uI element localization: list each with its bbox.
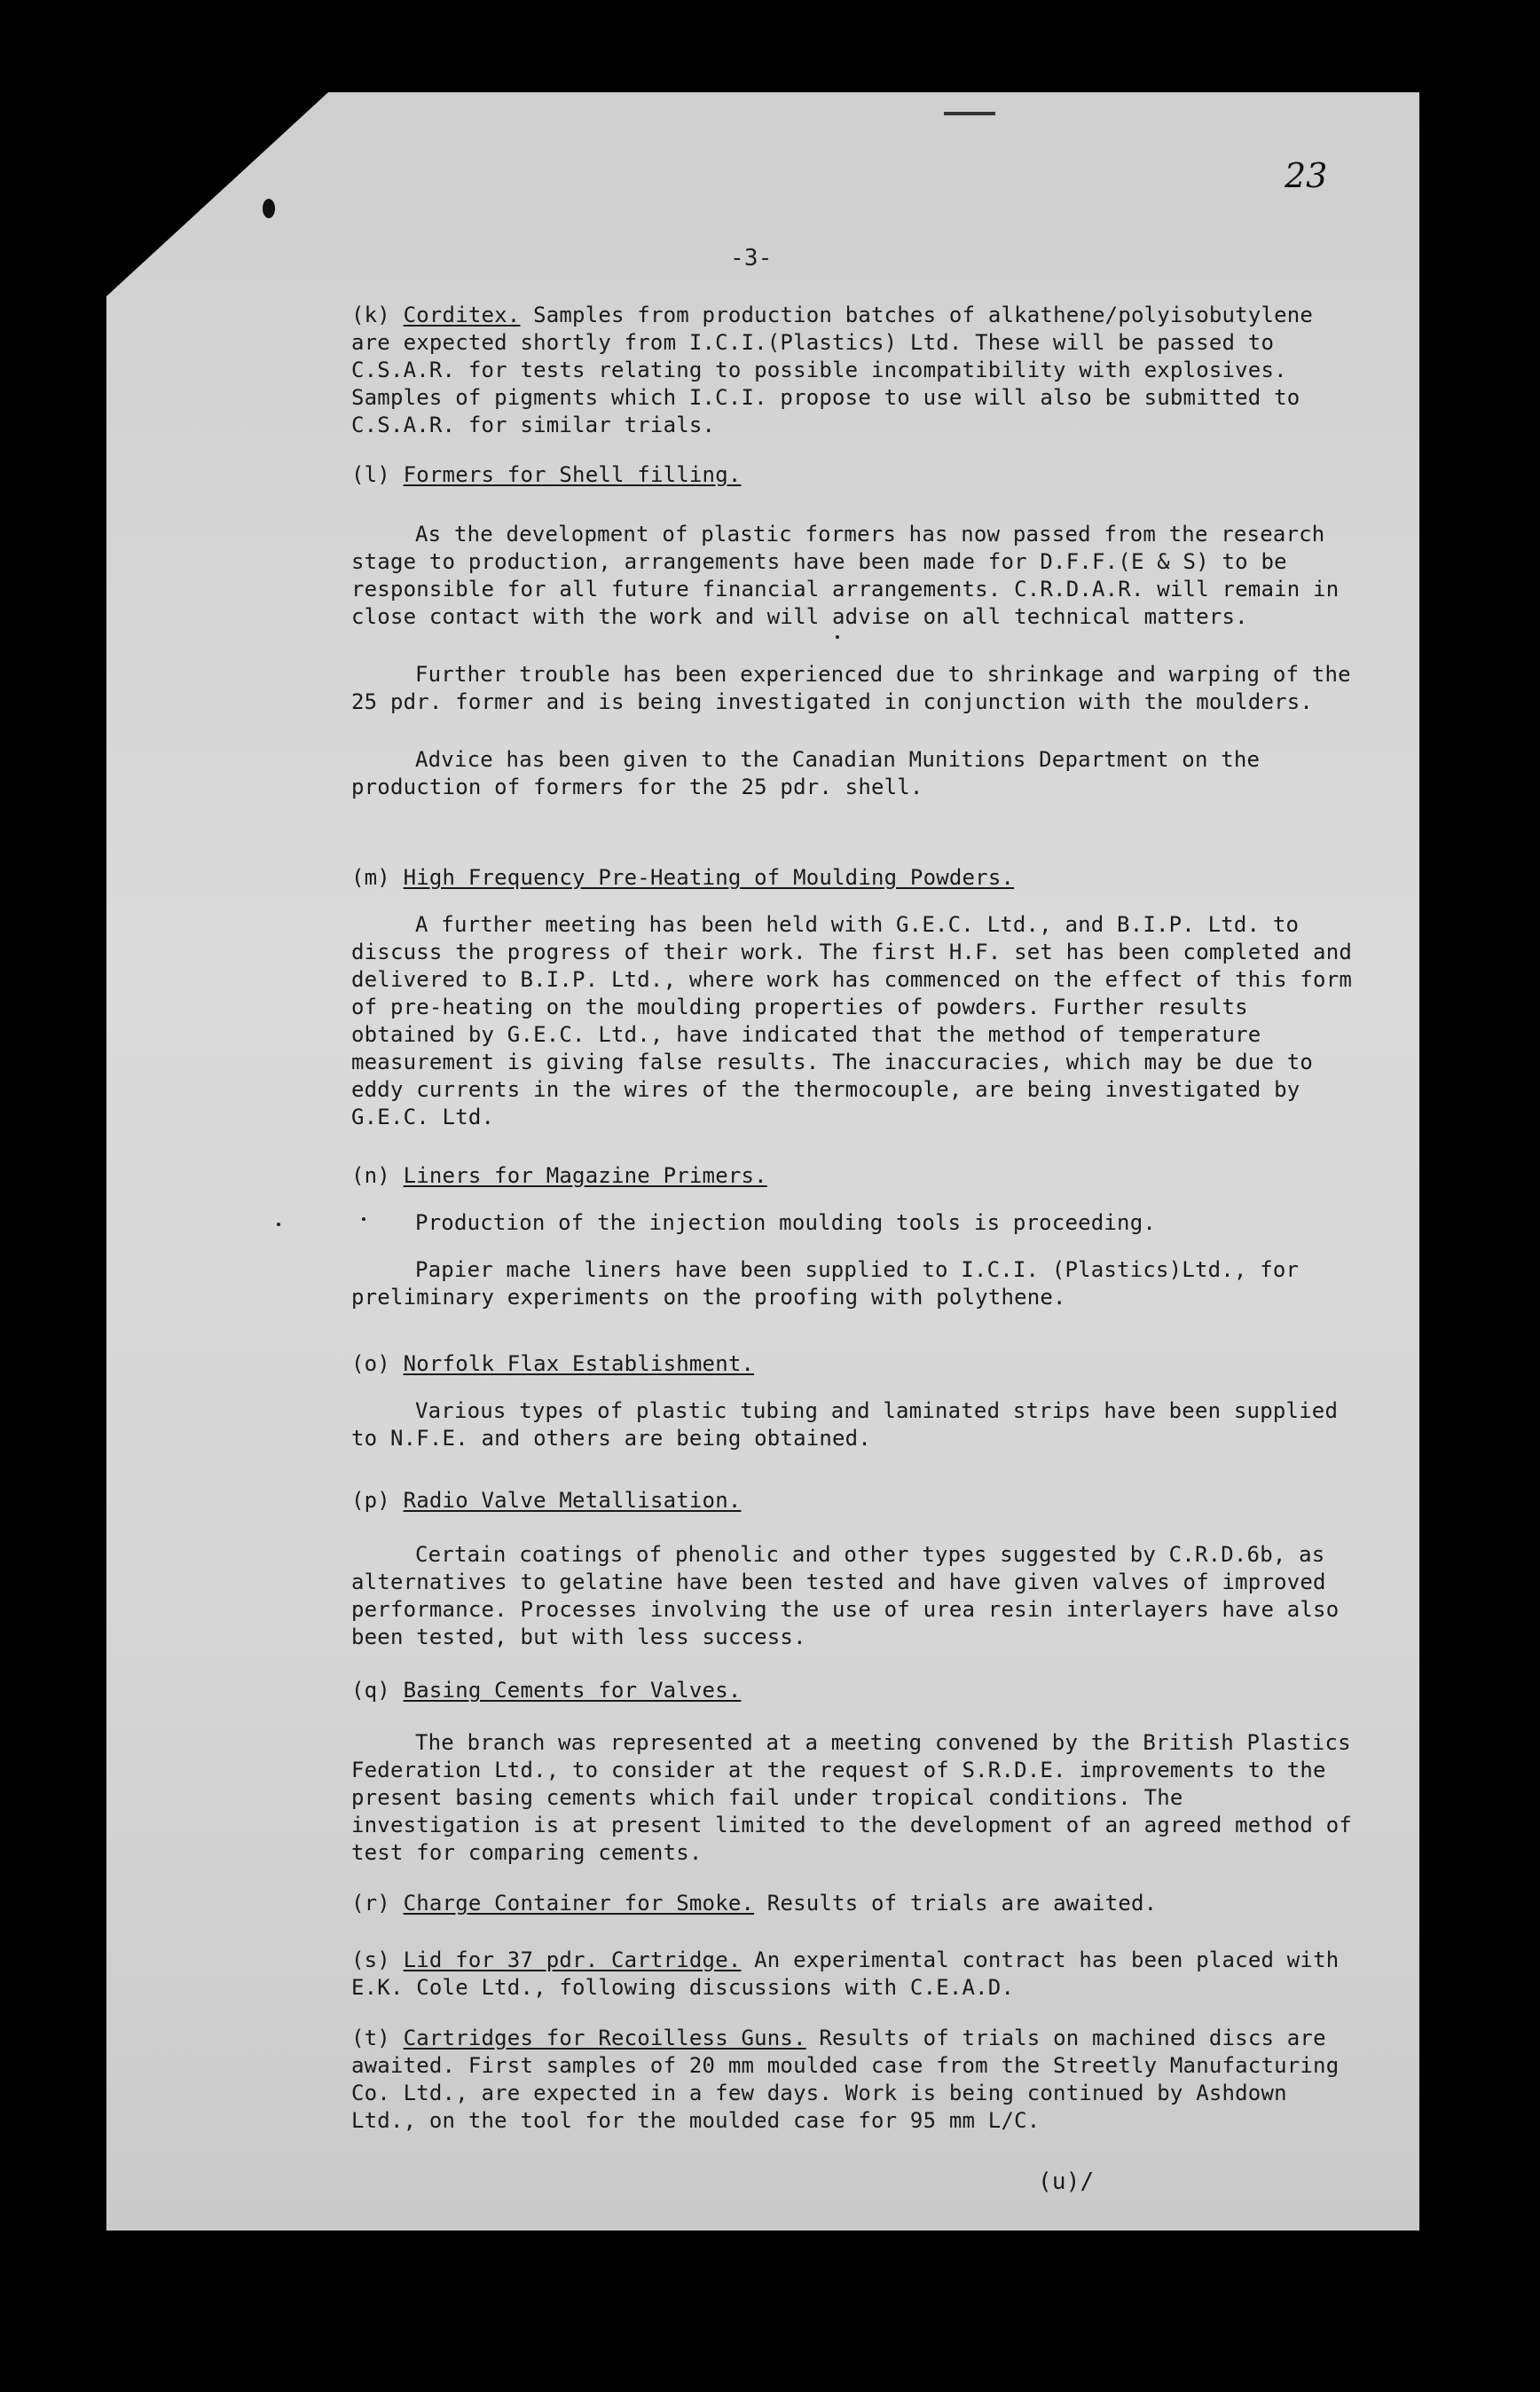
section-k — [351, 302, 1363, 439]
section-n — [351, 1162, 1363, 1311]
section-m — [351, 864, 1363, 1131]
section-label: (o) — [351, 1351, 390, 1376]
section-title: Charge Container for Smoke. — [403, 1891, 755, 1916]
stray-mark — [277, 1223, 280, 1226]
paragraph: As the development of plastic formers has now passed from the research stage to production, arrangements have been made for D.F.F.(E & S) to be responsible for all future financial arrangements. C.R.D.A.R. will remain in close contact with the work and will advise on all technical matters. — [351, 522, 1340, 629]
folio-number: 23 — [1285, 156, 1328, 195]
section-text: Results of trials are awaited. — [766, 1891, 1158, 1916]
section-label: (q) — [351, 1678, 390, 1703]
section-p — [351, 1487, 1363, 1651]
stray-mark — [836, 635, 839, 639]
paragraph: Papier mache liners have been supplied to I.C.I. (Plastics)Ltd., for preliminary experiments on the proofing with polythene. — [351, 1257, 1300, 1310]
section-label: (s) — [351, 1947, 390, 1972]
section-title: High Frequency Pre-Heating of Moulding Powders. — [403, 865, 1015, 890]
page-number: -3- — [730, 245, 773, 271]
section-text: An experimental contract has been placed with E.K. Cole Ltd., following discussions with C.E.A.D. — [351, 1947, 1340, 2000]
section-l — [351, 461, 1363, 801]
section-q — [351, 1677, 1363, 1867]
section-title: Corditex. — [403, 303, 521, 327]
paragraph: Certain coatings of phenolic and other types suggested by C.R.D.6b, as alternatives to gelatine have been tested and have given valves of improved performance. Processes involving the use of urea resin interlayers have also been tested, but with less success. — [351, 1542, 1340, 1649]
top-edge-mark — [944, 112, 995, 115]
section-text: Samples from production batches of alkathene/polyisobutylene are expected shortly from I.C.I.(Plastics) Ltd. These will be passed to C.S.A.R. for tests relating to possible incompatibility with explosives. Samples of pigments which I.C.I. propose to use will also be submitted to C.S.A.R. for similar trials. — [351, 303, 1314, 437]
continuation-mark: (u)/ — [1038, 2168, 1095, 2195]
section-t — [351, 2025, 1363, 2135]
paragraph: The branch was represented at a meeting convened by the British Plastics Federation Ltd., to consider at the request of S.R.D.E. improvements to the present basing cements which fail under tropical conditions. The investigation is at present limited to the development of an agreed method of test for comparing cements. — [351, 1730, 1352, 1865]
section-label: (r) — [351, 1891, 390, 1916]
section-title: Radio Valve Metallisation. — [403, 1488, 742, 1513]
section-title: Formers for Shell filling. — [403, 462, 742, 487]
stray-mark — [362, 1217, 365, 1221]
section-title: Norfolk Flax Establishment. — [403, 1351, 755, 1376]
section-label: (k) — [351, 303, 390, 327]
section-o — [351, 1350, 1363, 1452]
section-title: Lid for 37 pdr. Cartridge. — [403, 1947, 742, 1972]
section-title: Cartridges for Recoilless Guns. — [403, 2026, 806, 2050]
section-text: Results of trials on machined discs are awaited. First samples of 20 mm moulded case from the Streetly Manufacturing Co. Ltd., are expected in a few days. Work is being continued by Ashdown Ltd., on the tool for the moulded case for 95 mm L/C. — [351, 2026, 1340, 2133]
section-title: Basing Cements for Valves. — [403, 1678, 742, 1703]
section-label: (l) — [351, 462, 390, 487]
section-label: (m) — [351, 865, 390, 890]
paragraph: Production of the injection moulding tools is proceeding. — [415, 1210, 1157, 1235]
section-label: (p) — [351, 1488, 390, 1513]
paragraph: Further trouble has been experienced due to shrinkage and warping of the 25 pdr. former and is being investigated in conjunction with the moulders. — [351, 662, 1351, 714]
section-label: (n) — [351, 1163, 390, 1188]
section-r — [351, 1890, 1363, 1917]
punch-hole — [263, 199, 275, 218]
section-title: Liners for Magazine Primers. — [403, 1163, 767, 1188]
section-label: (t) — [351, 2026, 390, 2050]
paragraph: A further meeting has been held with G.E.C. Ltd., and B.I.P. Ltd. to discuss the progress of their work. The first H.F. set has been completed and delivered to B.I.P. Ltd., where work has commenced on the effect of this form of pre-heating on the moulding properties of powders. Further results obtained by G.E.C. Ltd., have indicated that the method of temperature measurement is giving false results. The inaccuracies, which may be due to eddy currents in the wires of the thermocouple, are being investigated by G.E.C. Ltd. — [351, 912, 1352, 1129]
paragraph: Advice has been given to the Canadian Munitions Department on the production of formers for the 25 pdr. shell. — [351, 747, 1261, 799]
section-s — [351, 1947, 1363, 2002]
paragraph: Various types of plastic tubing and laminated strips have been supplied to N.F.E. and others are being obtained. — [351, 1398, 1339, 1451]
